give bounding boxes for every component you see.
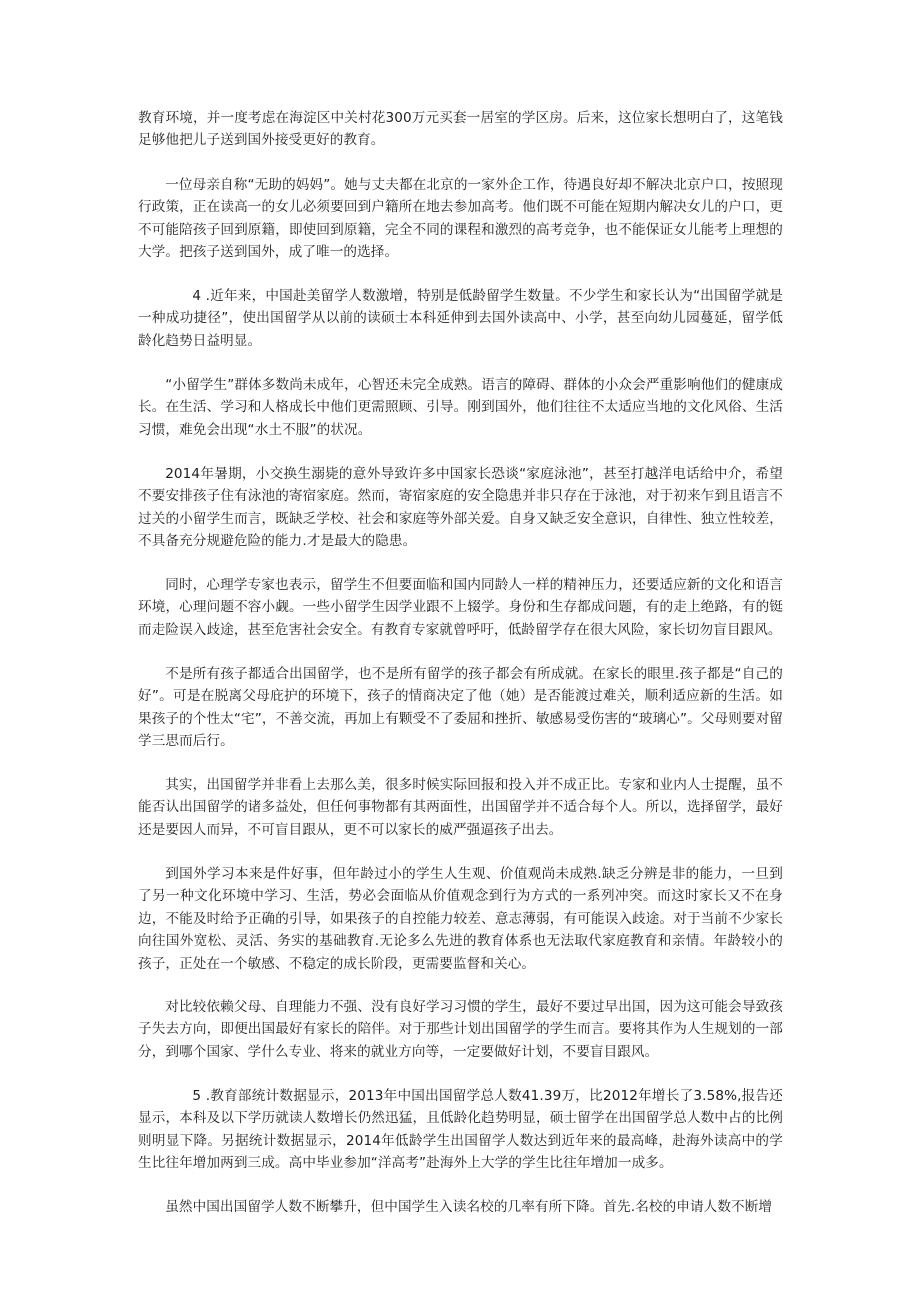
paragraph-psychology: 同时，心理学专家也表示，留学生不但要面临和国内同龄人一样的精神压力，还要适应新的文化和语言环境，心理问题不容小觑。一些小留学生因学业跟不上辍学。身份和生存都成问题，有的走上绝路，有的铤而走险误入歧途，甚至危害社会安全。有教育专家就曾呼吁，低龄留学存在很大风险，家长切勿盲目跟风。 — [138, 577, 783, 638]
paragraph-elite-schools: 虽然中国出国留学人数不断攀升，但中国学生入读名校的几率有所下降。首先.名校的申请人数不断增 — [165, 1199, 773, 1215]
paragraph-section-4-intro: 4 .近年来，中国赴美留学人数激增，特别是低龄留学生数量。不少学生和家长认为“出国留学就是一种成功捷径”，使出国留学从以前的读硕士本科延伸到去国外读高中、小学，甚至向幼儿园蔓延，留学低龄化趋势日益明显。 — [138, 288, 783, 349]
paragraph-not-all-children: 不是所有孩子都适合出国留学，也不是所有留学的孩子都会有所成就。在家长的眼里.孩子都是“自己的好”。可是在脱离父母庇护的环境下，孩子的情商决定了他（她）是否能渡过难关，顺利适应新的生活。如果孩子的个性太“宅”，不善交流，再加上有颗受不了委屈和挫折、敏感易受伤害的“玻璃心”。父母则要对留学三思而后行。 — [138, 666, 783, 750]
paragraph-swimming-pool: 2014年暑期，小交换生溺毙的意外导致许多中国家长恐谈“家庭泳池”，甚至打越洋电话给中介，希望不要安排孩子住有泳池的寄宿家庭。然而，寄宿家庭的安全隐患并非只存在于泳池，对于初来乍到且语言不过关的小留学生而言，既缺乏学校、社会和家庭等外部关爱。自身又缺乏安全意识，自律性、独立性较差，不具备充分规避危险的能力.才是最大的隐患。 — [138, 466, 783, 550]
paragraph-school-district-housing: 教育环境，并一度考虑在海淀区中关村花300万元买套一居室的学区房。后来，这位家长想明白了，这笔钱足够他把儿子送到国外接受更好的教育。 — [138, 110, 783, 149]
paragraph-young-students: “小留学生”群体多数尚未成年，心智还未完全成熟。语言的障碍、群体的小众会严重影响他们的健康成长。在生活、学习和人格成长中他们更需照顾、引导。刚到国外，他们往往不太适应当地的文化风俗、生活习惯，难免会出现“水土不服”的状况。 — [138, 377, 783, 438]
paragraph-values-conflict: 到国外学习本来是件好事，但年龄过小的学生人生观、价值观尚未成熟.缺乏分辨是非的能力，一旦到了另一种文化环境中学习、生活，势必会面临从价值观念到行为方式的一系列冲突。而这时家长又不在身边，不能及时给予正确的引导，如果孩子的自控能力较差、意志薄弱，有可能误入歧途。对于当前不少家长向往国外宽松、灵活、务实的基础教育.无论多么先进的教育体系也无法取代家庭教育和亲情。年龄较小的孩子，正处在一个敏感、不稳定的成长阶段，更需要监督和关心。 — [138, 866, 783, 972]
paragraph-reality: 其实，出国留学并非看上去那么美，很多时候实际回报和投入并不成正比。专家和业内人士提醒，虽不能否认出国留学的诸多益处，但任何事物都有其两面性，出国留学并不适合每个人。所以，选择留学，最好还是要因人而异，不可盲目跟从，更不可以家长的威严强逼孩子出去。 — [138, 777, 783, 838]
paragraph-section-5-statistics: 5 .教育部统计数据显示，2013年中国出国留学总人数41.39万，比2012年增长了3.58%,报告还显示，本科及以下学历就读人数增长仍然迅猛，且低龄化趋势明显，硕士留学在出国留学总人数中占的比例则明显下降。另据统计数据显示，2014年低龄学生出国留学人数达到近年来的最高峰，赴海外读高中的学生比往年增加两到三成。高中毕业参加“洋高考”赴海外上大学的学生比往年增加一成多。 — [138, 1088, 783, 1172]
paragraph-planning: 对比较依赖父母、自理能力不强、没有良好学习习惯的学生，最好不要过早出国，因为这可能会导致孩子失去方向，即便出国最好有家长的陪伴。对于那些计划出国留学的学生而言。要将其作为人生规划的一部分，到哪个国家、学什么专业、将来的就业方向等，一定要做好计划，不要盲目跟风。 — [138, 999, 783, 1060]
paragraph-helpless-mother: 一位母亲自称“无助的妈妈”。她与丈夫都在北京的一家外企工作，待遇良好却不解决北京户口，按照现行政策，正在读高一的女儿必须要回到户籍所在地去参加高考。他们既不可能在短期内解决女儿的户口，更不可能陪孩子回到原籍，即使回到原籍，完全不同的课程和激烈的高考竞争，也不能保证女儿能考上理想的大学。把孩子送到国外，成了唯一的选择。 — [138, 177, 783, 261]
